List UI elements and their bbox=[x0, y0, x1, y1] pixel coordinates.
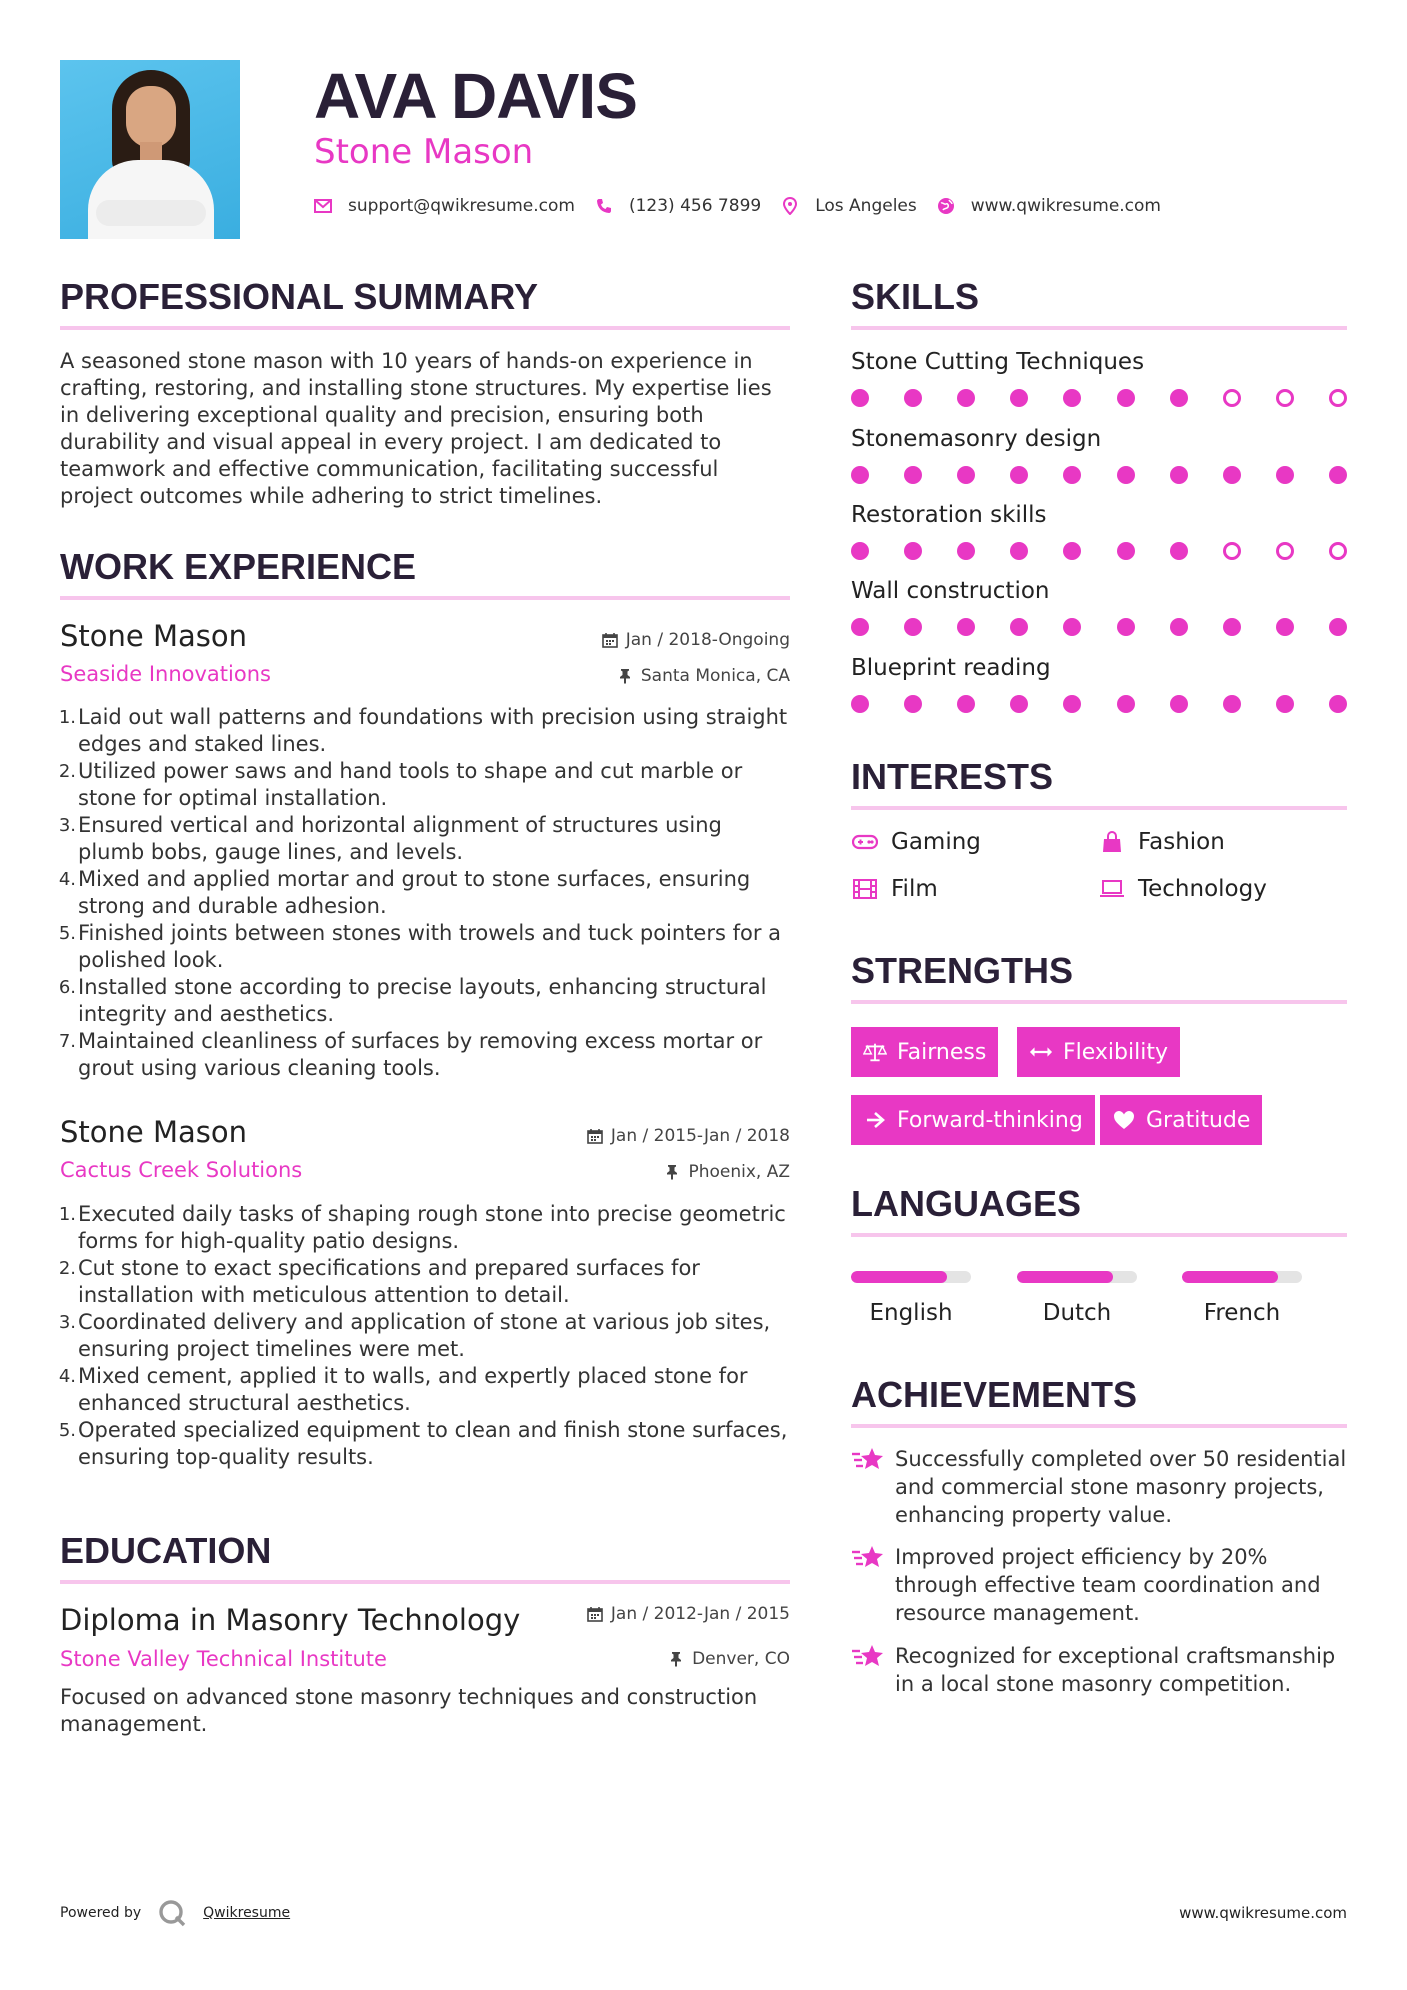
skill-label: Wall construction bbox=[851, 578, 1050, 604]
rating-dot-filled bbox=[1063, 618, 1081, 636]
list-item: 5. Operated specialized equipment to clean and finish stone surfaces, ensuring top-quality results. bbox=[58, 1418, 788, 1469]
strength-badge bbox=[1100, 1095, 1262, 1145]
list-item: 6. Installed stone according to precise layouts, enhancing structural integrity and aesthetics. bbox=[58, 975, 767, 1026]
rating-dot-filled bbox=[1117, 695, 1135, 713]
language-label: French bbox=[1203, 1300, 1281, 1326]
rating-dot-filled bbox=[1329, 695, 1347, 713]
strength-label: Forward-thinking bbox=[897, 1107, 1083, 1133]
experience-divider bbox=[60, 596, 790, 600]
rating-dot-filled bbox=[957, 389, 975, 407]
calendar-icon bbox=[587, 1606, 603, 1622]
rating-dot-filled bbox=[1117, 389, 1135, 407]
rating-dot-filled bbox=[1010, 618, 1028, 636]
phone-icon bbox=[595, 197, 613, 215]
rating-dot-filled bbox=[1063, 542, 1081, 560]
list-item: 3. Coordinated delivery and application of stone at various job sites, ensuring project timelines were met. bbox=[58, 1310, 771, 1361]
list-item: 3. Ensured vertical and horizontal alignment of structures using plumb bobs, gauge lines, and levels. bbox=[58, 813, 722, 864]
candidate-title: Stone Mason bbox=[314, 132, 534, 172]
achievements-divider bbox=[851, 1424, 1347, 1428]
rating-dot-filled bbox=[957, 466, 975, 484]
strength-badge bbox=[851, 1027, 998, 1077]
job-location bbox=[664, 1160, 790, 1184]
qwikresume-logo-icon bbox=[157, 1898, 187, 1928]
shooting-star-icon bbox=[851, 1642, 885, 1670]
education-divider bbox=[60, 1580, 790, 1584]
rating-dot-filled bbox=[1276, 618, 1294, 636]
job-location-text: Santa Monica, CA bbox=[640, 666, 790, 686]
rating-dot-empty bbox=[1329, 389, 1347, 407]
school-name: Stone Valley Technical Institute bbox=[60, 1647, 387, 1671]
achievement-text: Recognized for exceptional craftsmanship in a local stone masonry competition. bbox=[895, 1644, 1336, 1696]
strengths-heading: STRENGTHS bbox=[851, 950, 1074, 991]
rating-dot-filled bbox=[1117, 618, 1135, 636]
interests-divider bbox=[851, 806, 1347, 810]
arrows-horizontal-icon bbox=[1029, 1040, 1053, 1064]
education-dates-text: Jan / 2012-Jan / 2015 bbox=[610, 1604, 790, 1624]
achievements-heading: ACHIEVEMENTS bbox=[851, 1374, 1138, 1415]
film-icon bbox=[851, 877, 879, 901]
job-location-text: Phoenix, AZ bbox=[688, 1162, 790, 1182]
skills-heading: SKILLS bbox=[851, 276, 980, 317]
contact-bar bbox=[314, 192, 1181, 220]
contact-phone[interactable] bbox=[595, 196, 761, 216]
footer-url[interactable]: www.qwikresume.com bbox=[1179, 1904, 1347, 1922]
list-item: 2. Cut stone to exact specifications and prepared surfaces for installation with meticulous attention to detail. bbox=[58, 1256, 700, 1307]
job-dates bbox=[602, 628, 790, 652]
rating-dot-filled bbox=[957, 695, 975, 713]
achievement-text: Improved project efficiency by 20% through effective team coordination and resource management. bbox=[895, 1545, 1321, 1625]
rating-dot-filled bbox=[957, 542, 975, 560]
company-name: Seaside Innovations bbox=[60, 662, 271, 686]
balance-scale-icon bbox=[863, 1040, 887, 1064]
strength-badge bbox=[1017, 1027, 1180, 1077]
language-level-bar bbox=[851, 1271, 971, 1283]
achievement-text: Successfully completed over 50 residential and commercial stone masonry projects, enhancing property value. bbox=[895, 1447, 1347, 1527]
summary-divider bbox=[60, 326, 790, 330]
location-text: Los Angeles bbox=[815, 196, 917, 216]
rating-dot-filled bbox=[1276, 466, 1294, 484]
rating-dot-empty bbox=[1276, 542, 1294, 560]
laptop-icon bbox=[1098, 877, 1126, 901]
rating-dot-filled bbox=[1276, 695, 1294, 713]
footer-powered-by bbox=[60, 1898, 290, 1928]
education-description: Focused on advanced stone masonry techniques and construction management. bbox=[60, 1685, 758, 1736]
rating-dot-filled bbox=[957, 618, 975, 636]
achievement-item bbox=[851, 1445, 1347, 1529]
rating-dot-filled bbox=[1170, 466, 1188, 484]
interest-item bbox=[851, 874, 938, 904]
interests-heading: INTERESTS bbox=[851, 756, 1054, 797]
map-marker-icon bbox=[781, 197, 799, 215]
rating-dot-filled bbox=[851, 695, 869, 713]
job-title: Stone Mason bbox=[60, 619, 247, 653]
skill-rating bbox=[851, 541, 1347, 561]
arrow-right-icon bbox=[863, 1108, 887, 1132]
rating-dot-filled bbox=[1063, 466, 1081, 484]
rating-dot-empty bbox=[1223, 389, 1241, 407]
phone-text: (123) 456 7899 bbox=[628, 196, 762, 216]
list-item: 5. Finished joints between stones with trowels and tuck pointers for a polished look. bbox=[58, 921, 782, 972]
interest-label: Film bbox=[891, 876, 938, 902]
language-label: English bbox=[869, 1300, 953, 1326]
contact-email[interactable] bbox=[314, 196, 575, 216]
rating-dot-filled bbox=[1010, 542, 1028, 560]
languages-divider bbox=[851, 1233, 1347, 1237]
job-bullets bbox=[60, 704, 790, 1082]
degree-title: Diploma in Masonry Technology bbox=[60, 1603, 521, 1637]
contact-website[interactable] bbox=[937, 196, 1161, 216]
skill-label: Stone Cutting Techniques bbox=[851, 349, 1145, 375]
interest-item bbox=[1098, 874, 1267, 904]
rating-dot-filled bbox=[851, 389, 869, 407]
rating-dot-filled bbox=[1329, 466, 1347, 484]
list-item: 7. Maintained cleanliness of surfaces by removing excess mortar or grout using various cleaning tools. bbox=[58, 1029, 763, 1080]
strengths-divider bbox=[851, 1000, 1347, 1004]
rating-dot-filled bbox=[1223, 618, 1241, 636]
strength-label: Fairness bbox=[897, 1039, 987, 1065]
job-bullets bbox=[60, 1201, 790, 1471]
rating-dot-filled bbox=[904, 542, 922, 560]
skill-rating bbox=[851, 694, 1347, 714]
language-level-fill bbox=[1182, 1271, 1278, 1283]
rating-dot-filled bbox=[904, 389, 922, 407]
list-item: 1. Laid out wall patterns and foundations with precision using straight edges and staked lines. bbox=[58, 705, 788, 756]
strength-badge bbox=[851, 1095, 1095, 1145]
rating-dot-filled bbox=[1223, 466, 1241, 484]
language-level-fill bbox=[1017, 1271, 1113, 1283]
website-text: www.qwikresume.com bbox=[970, 196, 1161, 216]
achievement-item bbox=[851, 1543, 1347, 1627]
gamepad-icon bbox=[851, 830, 879, 854]
skill-rating bbox=[851, 617, 1347, 637]
rating-dot-filled bbox=[1329, 618, 1347, 636]
rating-dot-filled bbox=[1170, 389, 1188, 407]
list-item: 1. Executed daily tasks of shaping rough stone into precise geometric forms for high-quality patio designs. bbox=[58, 1202, 786, 1253]
languages-heading: LANGUAGES bbox=[851, 1183, 1082, 1224]
list-item: 4. Mixed and applied mortar and grout to stone surfaces, ensuring strong and durable adhesion. bbox=[58, 867, 751, 918]
rating-dot-filled bbox=[904, 466, 922, 484]
list-item: 2. Utilized power saws and hand tools to shape and cut marble or stone for optimal installation. bbox=[58, 759, 743, 810]
education-location bbox=[668, 1647, 790, 1671]
skill-rating bbox=[851, 388, 1347, 408]
education-heading: EDUCATION bbox=[60, 1530, 272, 1571]
job-title: Stone Mason bbox=[60, 1115, 247, 1149]
interest-label: Technology bbox=[1138, 876, 1267, 902]
achievement-item bbox=[851, 1642, 1347, 1698]
rating-dot-filled bbox=[1063, 695, 1081, 713]
skill-label: Stonemasonry design bbox=[851, 426, 1102, 452]
rating-dot-filled bbox=[1223, 695, 1241, 713]
rating-dot-filled bbox=[1117, 466, 1135, 484]
strength-label: Flexibility bbox=[1063, 1039, 1168, 1065]
strength-label: Gratitude bbox=[1146, 1107, 1251, 1133]
candidate-name: AVA DAVIS bbox=[314, 60, 637, 132]
interest-item bbox=[1098, 827, 1225, 857]
shooting-star-icon bbox=[851, 1543, 885, 1571]
skill-label: Blueprint reading bbox=[851, 655, 1051, 681]
skill-label: Restoration skills bbox=[851, 502, 1047, 528]
rating-dot-empty bbox=[1276, 389, 1294, 407]
email-text: support@qwikresume.com bbox=[348, 196, 575, 216]
language-level-bar bbox=[1182, 1271, 1302, 1283]
rating-dot-filled bbox=[1010, 466, 1028, 484]
skill-rating bbox=[851, 465, 1347, 485]
rating-dot-empty bbox=[1329, 542, 1347, 560]
shooting-star-icon bbox=[851, 1445, 885, 1473]
job-location bbox=[617, 664, 790, 688]
globe-icon bbox=[937, 197, 955, 215]
profile-photo bbox=[60, 60, 240, 239]
rating-dot-filled bbox=[904, 695, 922, 713]
job-dates-text: Jan / 2018-Ongoing bbox=[625, 630, 790, 650]
interest-item bbox=[851, 827, 981, 857]
qwikresume-link[interactable]: Qwikresume bbox=[203, 1905, 291, 1921]
interest-label: Gaming bbox=[891, 829, 981, 855]
education-dates bbox=[587, 1602, 790, 1626]
heart-icon bbox=[1112, 1108, 1136, 1132]
rating-dot-filled bbox=[1117, 542, 1135, 560]
pushpin-icon bbox=[664, 1164, 680, 1180]
rating-dot-filled bbox=[1170, 542, 1188, 560]
envelope-icon bbox=[314, 197, 332, 215]
summary-text: A seasoned stone mason with 10 years of hands-on experience in crafting, restoring, and installing stone structures. My expertise lies in delivering exceptional quality and precision, ensuring both durability and visual appeal in every project. I am dedicated to teamwork and effective communication, facilitating successful project outcomes while adhering to strict timelines. bbox=[60, 349, 772, 508]
rating-dot-filled bbox=[1170, 618, 1188, 636]
rating-dot-filled bbox=[851, 542, 869, 560]
skills-divider bbox=[851, 326, 1347, 330]
interest-label: Fashion bbox=[1138, 829, 1225, 855]
language-level-bar bbox=[1017, 1271, 1137, 1283]
job-dates-text: Jan / 2015-Jan / 2018 bbox=[610, 1126, 790, 1146]
calendar-icon bbox=[602, 632, 618, 648]
rating-dot-filled bbox=[1063, 389, 1081, 407]
pushpin-icon bbox=[668, 1651, 684, 1667]
rating-dot-filled bbox=[851, 466, 869, 484]
education-location-text: Denver, CO bbox=[692, 1649, 790, 1669]
language-level-fill bbox=[851, 1271, 947, 1283]
rating-dot-filled bbox=[1170, 695, 1188, 713]
powered-by-text: Powered by bbox=[60, 1905, 142, 1921]
company-name: Cactus Creek Solutions bbox=[60, 1158, 303, 1182]
rating-dot-filled bbox=[904, 618, 922, 636]
summary-heading: PROFESSIONAL SUMMARY bbox=[60, 276, 539, 317]
rating-dot-filled bbox=[851, 618, 869, 636]
list-item: 4. Mixed cement, applied it to walls, and expertly placed stone for enhanced structural aesthetics. bbox=[58, 1364, 748, 1415]
rating-dot-filled bbox=[1010, 695, 1028, 713]
job-dates bbox=[587, 1124, 790, 1148]
pushpin-icon bbox=[617, 668, 633, 684]
language-label: Dutch bbox=[1042, 1300, 1112, 1326]
experience-heading: WORK EXPERIENCE bbox=[60, 546, 417, 587]
rating-dot-filled bbox=[1010, 389, 1028, 407]
rating-dot-empty bbox=[1223, 542, 1241, 560]
contact-location bbox=[781, 196, 917, 216]
shopping-bag-icon bbox=[1098, 830, 1126, 854]
calendar-icon bbox=[587, 1128, 603, 1144]
